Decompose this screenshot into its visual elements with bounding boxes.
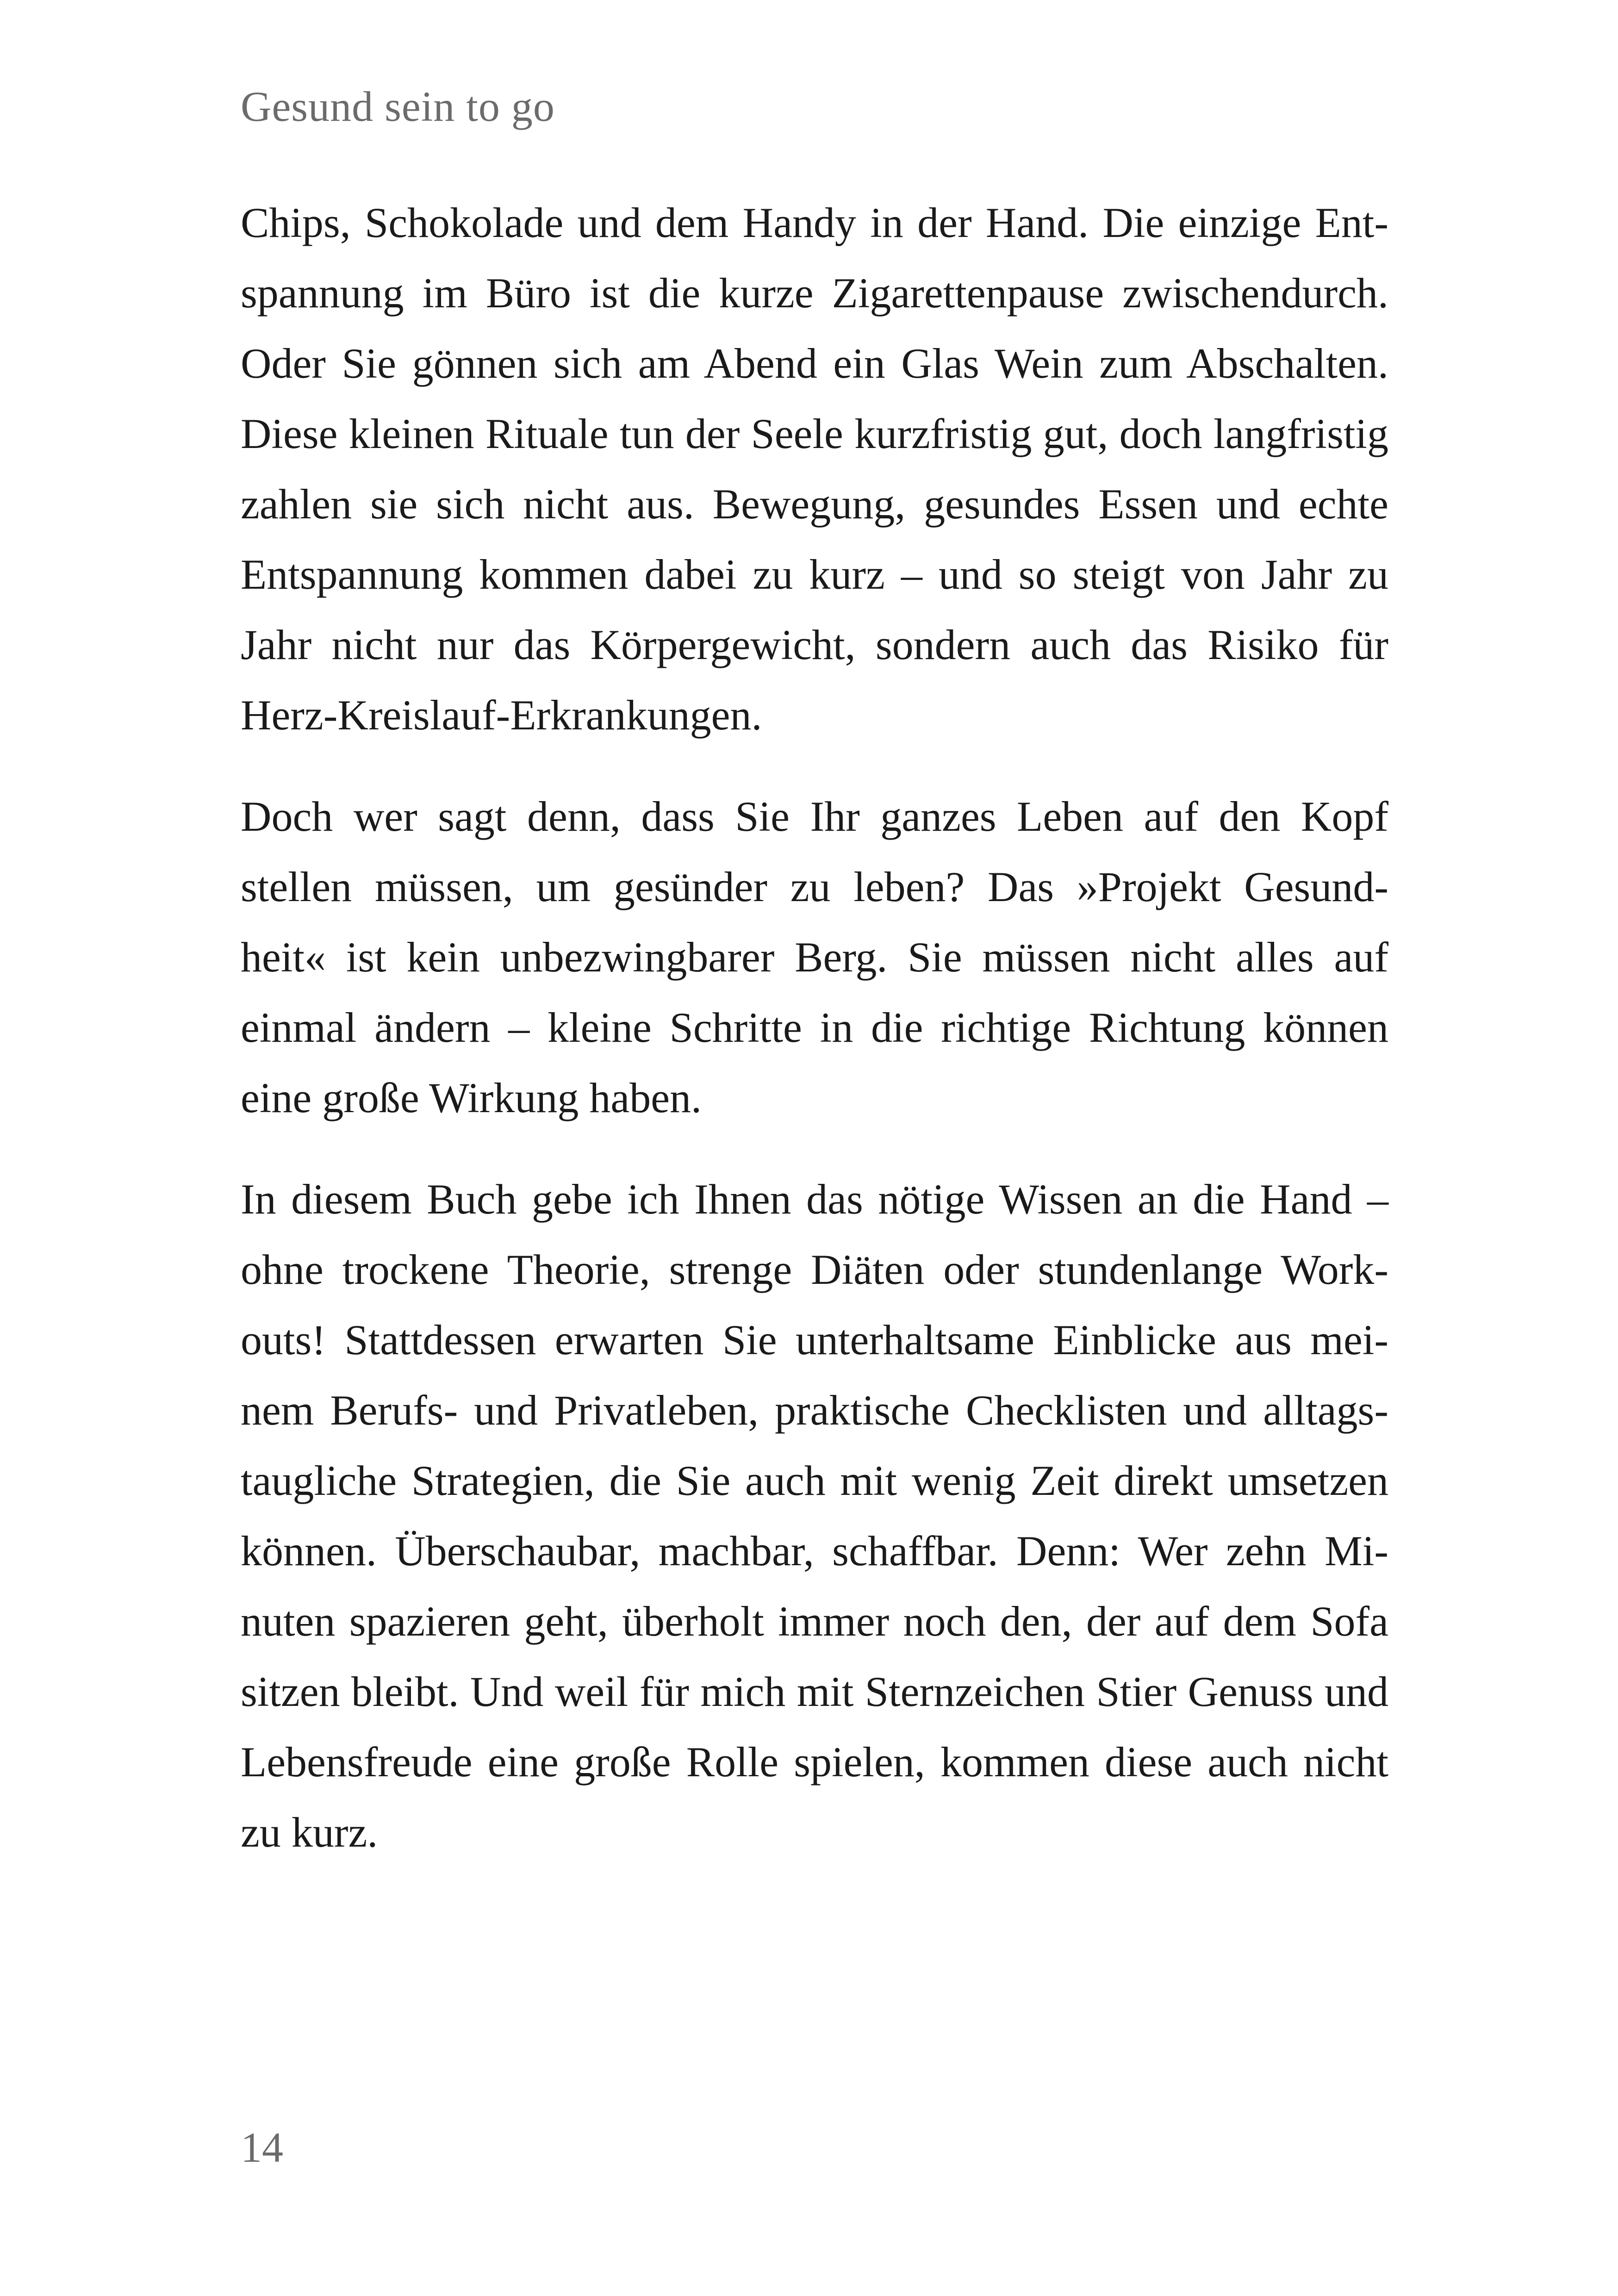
- text-line: spannung im Büro ist die kurze Zigarettenpause zwischendurch.: [241, 269, 1388, 317]
- text-line: zu kurz.: [241, 1809, 378, 1856]
- text-line: Lebensfreude eine große Rolle spielen, kommen diese auch nicht: [241, 1738, 1388, 1786]
- text-line: taugliche Strategien, die Sie auch mit wenig Zeit direkt umsetzen: [241, 1457, 1388, 1504]
- body-text: [241, 187, 1388, 1867]
- text-line: Herz-Kreislauf-Erkrankungen.: [241, 691, 762, 739]
- text-line: Diese kleinen Rituale tun der Seele kurzfristig gut, doch langfristig: [241, 410, 1388, 457]
- text-line: stellen müssen, um gesünder zu leben? Das »Projekt Gesund-: [241, 863, 1388, 910]
- text-line: nuten spazieren geht, überholt immer noch den, der auf dem Sofa: [241, 1598, 1388, 1645]
- text-line: Oder Sie gönnen sich am Abend ein Glas Wein zum Abschalten.: [241, 340, 1388, 387]
- text-line: ohne trockene Theorie, strenge Diäten oder stundenlange Work-: [241, 1246, 1388, 1293]
- text-line: In diesem Buch gebe ich Ihnen das nötige Wissen an die Hand –: [241, 1176, 1388, 1223]
- running-header: Gesund sein to go: [241, 83, 555, 130]
- page-number: 14: [241, 2124, 283, 2171]
- text-line: heit« ist kein unbezwingbarer Berg. Sie müssen nicht alles auf: [241, 933, 1388, 981]
- text-line: zahlen sie sich nicht aus. Bewegung, gesundes Essen und echte: [241, 480, 1388, 528]
- text-line: Entspannung kommen dabei zu kurz – und so steigt von Jahr zu: [241, 551, 1388, 598]
- text-line: Chips, Schokolade und dem Handy in der Hand. Die einzige Ent-: [241, 199, 1388, 246]
- text-line: können. Überschaubar, machbar, schaffbar. Denn: Wer zehn Mi-: [241, 1527, 1388, 1574]
- text-line: sitzen bleibt. Und weil für mich mit Sternzeichen Stier Genuss und: [241, 1668, 1388, 1715]
- text-line: Jahr nicht nur das Körpergewicht, sondern auch das Risiko für: [241, 621, 1388, 668]
- paragraph-3: [241, 1164, 1388, 1867]
- paragraph-2: [241, 781, 1388, 1133]
- text-line: Doch wer sagt denn, dass Sie Ihr ganzes Leben auf den Kopf: [241, 793, 1388, 840]
- text-line: outs! Stattdessen erwarten Sie unterhaltsame Einblicke aus mei-: [241, 1316, 1388, 1363]
- paragraph-1: [241, 187, 1388, 750]
- text-line: einmal ändern – kleine Schritte in die richtige Richtung können: [241, 1004, 1388, 1051]
- text-line: nem Berufs- und Privatleben, praktische Checklisten und alltags-: [241, 1387, 1388, 1434]
- text-line: eine große Wirkung haben.: [241, 1074, 702, 1121]
